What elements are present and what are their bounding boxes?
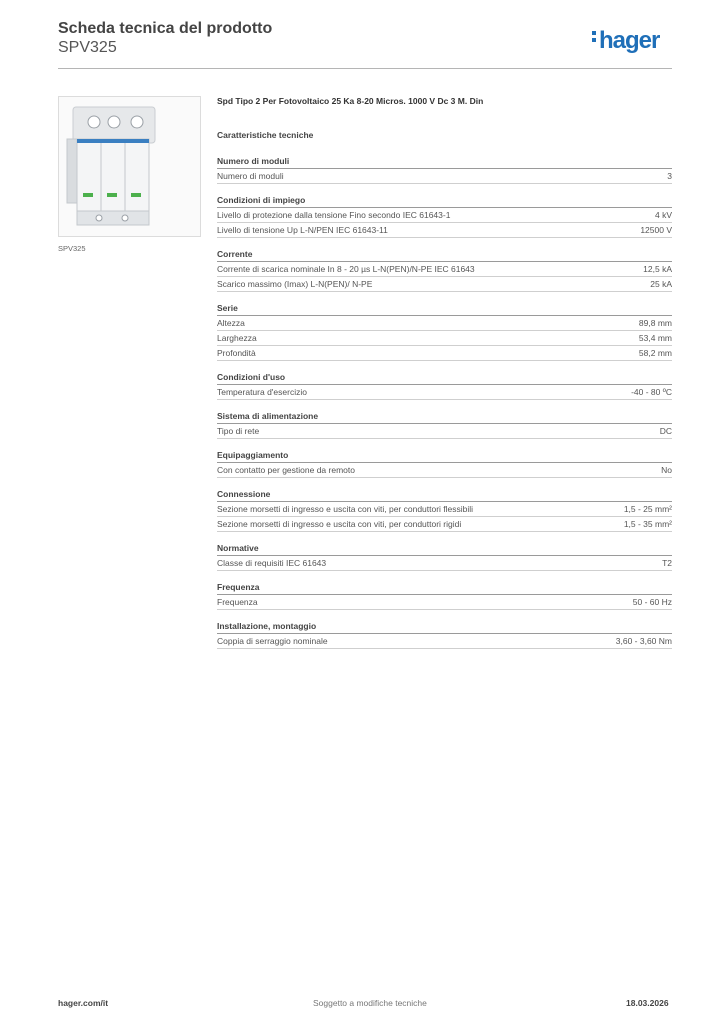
- section-gap: [217, 439, 672, 449]
- spec-table: [217, 155, 672, 649]
- spec-section: [217, 155, 672, 184]
- section-gap: [217, 292, 672, 302]
- spec-value: DC: [659, 426, 672, 436]
- image-caption: SPV325: [58, 244, 86, 253]
- spec-row: [217, 346, 672, 361]
- spec-row: [217, 169, 672, 184]
- spec-section: [217, 620, 672, 649]
- footer-date: 18.03.2026: [626, 998, 669, 1008]
- spec-label: Larghezza: [217, 333, 257, 343]
- spec-label: Scarico massimo (Imax) L-N(PEN)/ N-PE: [217, 279, 373, 289]
- spec-row: [217, 463, 672, 478]
- spec-label: Temperatura d'esercizio: [217, 387, 307, 397]
- spec-section: [217, 410, 672, 439]
- spec-label: Sezione morsetti di ingresso e uscita con viti, per conduttori flessibili: [217, 504, 474, 514]
- spec-label: Sezione morsetti di ingresso e uscita con viti, per conduttori rigidi: [217, 519, 462, 529]
- technical-heading: Caratteristiche tecniche: [217, 130, 314, 140]
- header-divider: [58, 68, 672, 69]
- spec-label: Coppia di serraggio nominale: [217, 636, 328, 646]
- section-gap: [217, 532, 672, 542]
- section-title: Corrente: [217, 248, 672, 262]
- footer-note: Soggetto a modifiche tecniche: [313, 998, 427, 1008]
- spec-row: [217, 262, 672, 277]
- spec-section: [217, 302, 672, 361]
- spec-label: Corrente di scarica nominale In 8 - 20 µs L-N(PEN)/N-PE IEC 61643: [217, 264, 475, 274]
- spec-section: [217, 371, 672, 400]
- spec-section: [217, 194, 672, 238]
- spec-value: 89,8 mm: [638, 318, 672, 328]
- spec-row: [217, 634, 672, 649]
- spec-row: [217, 595, 672, 610]
- spec-label: Frequenza: [217, 597, 258, 607]
- spec-value: 53,4 mm: [638, 333, 672, 343]
- spec-label: Livello di protezione dalla tensione Fino secondo IEC 61643-1: [217, 210, 451, 220]
- spec-label: Tipo di rete: [217, 426, 260, 436]
- logo-dots-icon: [592, 31, 597, 45]
- section-title: Sistema di alimentazione: [217, 410, 672, 424]
- spec-row: [217, 316, 672, 331]
- spec-section: [217, 542, 672, 571]
- spec-section: [217, 449, 672, 478]
- spec-value: 12500 V: [640, 225, 672, 235]
- spec-value: 3: [667, 171, 672, 181]
- spec-value: 3,60 - 3,60 Nm: [615, 636, 672, 646]
- section-title: Frequenza: [217, 581, 672, 595]
- section-gap: [217, 478, 672, 488]
- spec-row: [217, 517, 672, 532]
- spec-label: Profondità: [217, 348, 256, 358]
- spec-row: [217, 502, 672, 517]
- spec-row: [217, 331, 672, 346]
- spec-row: [217, 223, 672, 238]
- spec-label: Livello di tensione Up L-N/PEN IEC 61643-11: [217, 225, 388, 235]
- logo-text: hager: [599, 27, 660, 54]
- spec-row: [217, 277, 672, 292]
- spec-value: 50 - 60 Hz: [632, 597, 672, 607]
- spec-row: [217, 424, 672, 439]
- section-gap: [217, 238, 672, 248]
- spec-section: [217, 488, 672, 532]
- section-gap: [217, 610, 672, 620]
- spec-value: 4 kV: [654, 210, 672, 220]
- spec-value: 1,5 - 25 mm²: [623, 504, 672, 514]
- spec-value: 12,5 kA: [643, 264, 672, 274]
- spec-value: No: [661, 465, 672, 475]
- section-gap: [217, 361, 672, 371]
- spec-row: [217, 556, 672, 571]
- section-title: Numero di moduli: [217, 155, 672, 169]
- spec-label: Con contatto per gestione da remoto: [217, 465, 355, 475]
- section-title: Condizioni d'uso: [217, 371, 672, 385]
- section-title: Installazione, montaggio: [217, 620, 672, 634]
- section-gap: [217, 571, 672, 581]
- spec-section: [217, 581, 672, 610]
- spec-value: -40 - 80 ºC: [631, 387, 672, 397]
- section-title: Normative: [217, 542, 672, 556]
- product-image: [58, 96, 201, 237]
- spec-label: Classe di requisiti IEC 61643: [217, 558, 327, 568]
- spec-row: [217, 208, 672, 223]
- footer-website[interactable]: hager.com/it: [58, 998, 109, 1008]
- product-description: Spd Tipo 2 Per Fotovoltaico 25 Ka 8-20 Micros. 1000 V Dc 3 M. Din: [217, 96, 484, 106]
- section-title: Connessione: [217, 488, 672, 502]
- spec-value: T2: [662, 558, 672, 568]
- spec-row: [217, 385, 672, 400]
- spec-value: 1,5 - 35 mm²: [623, 519, 672, 529]
- spec-value: 25 kA: [650, 279, 672, 289]
- product-code: SPV325: [58, 39, 117, 56]
- spec-section: [217, 248, 672, 292]
- section-gap: [217, 400, 672, 410]
- surge-protector-illustration: [59, 97, 200, 236]
- spec-label: Numero di moduli: [217, 171, 284, 181]
- section-title: Serie: [217, 302, 672, 316]
- hager-logo: [592, 27, 659, 55]
- section-gap: [217, 184, 672, 194]
- page-title: Scheda tecnica del prodotto: [58, 20, 273, 37]
- section-title: Condizioni di impiego: [217, 194, 672, 208]
- section-title: Equipaggiamento: [217, 449, 672, 463]
- spec-label: Altezza: [217, 318, 245, 328]
- spec-value: 58,2 mm: [638, 348, 672, 358]
